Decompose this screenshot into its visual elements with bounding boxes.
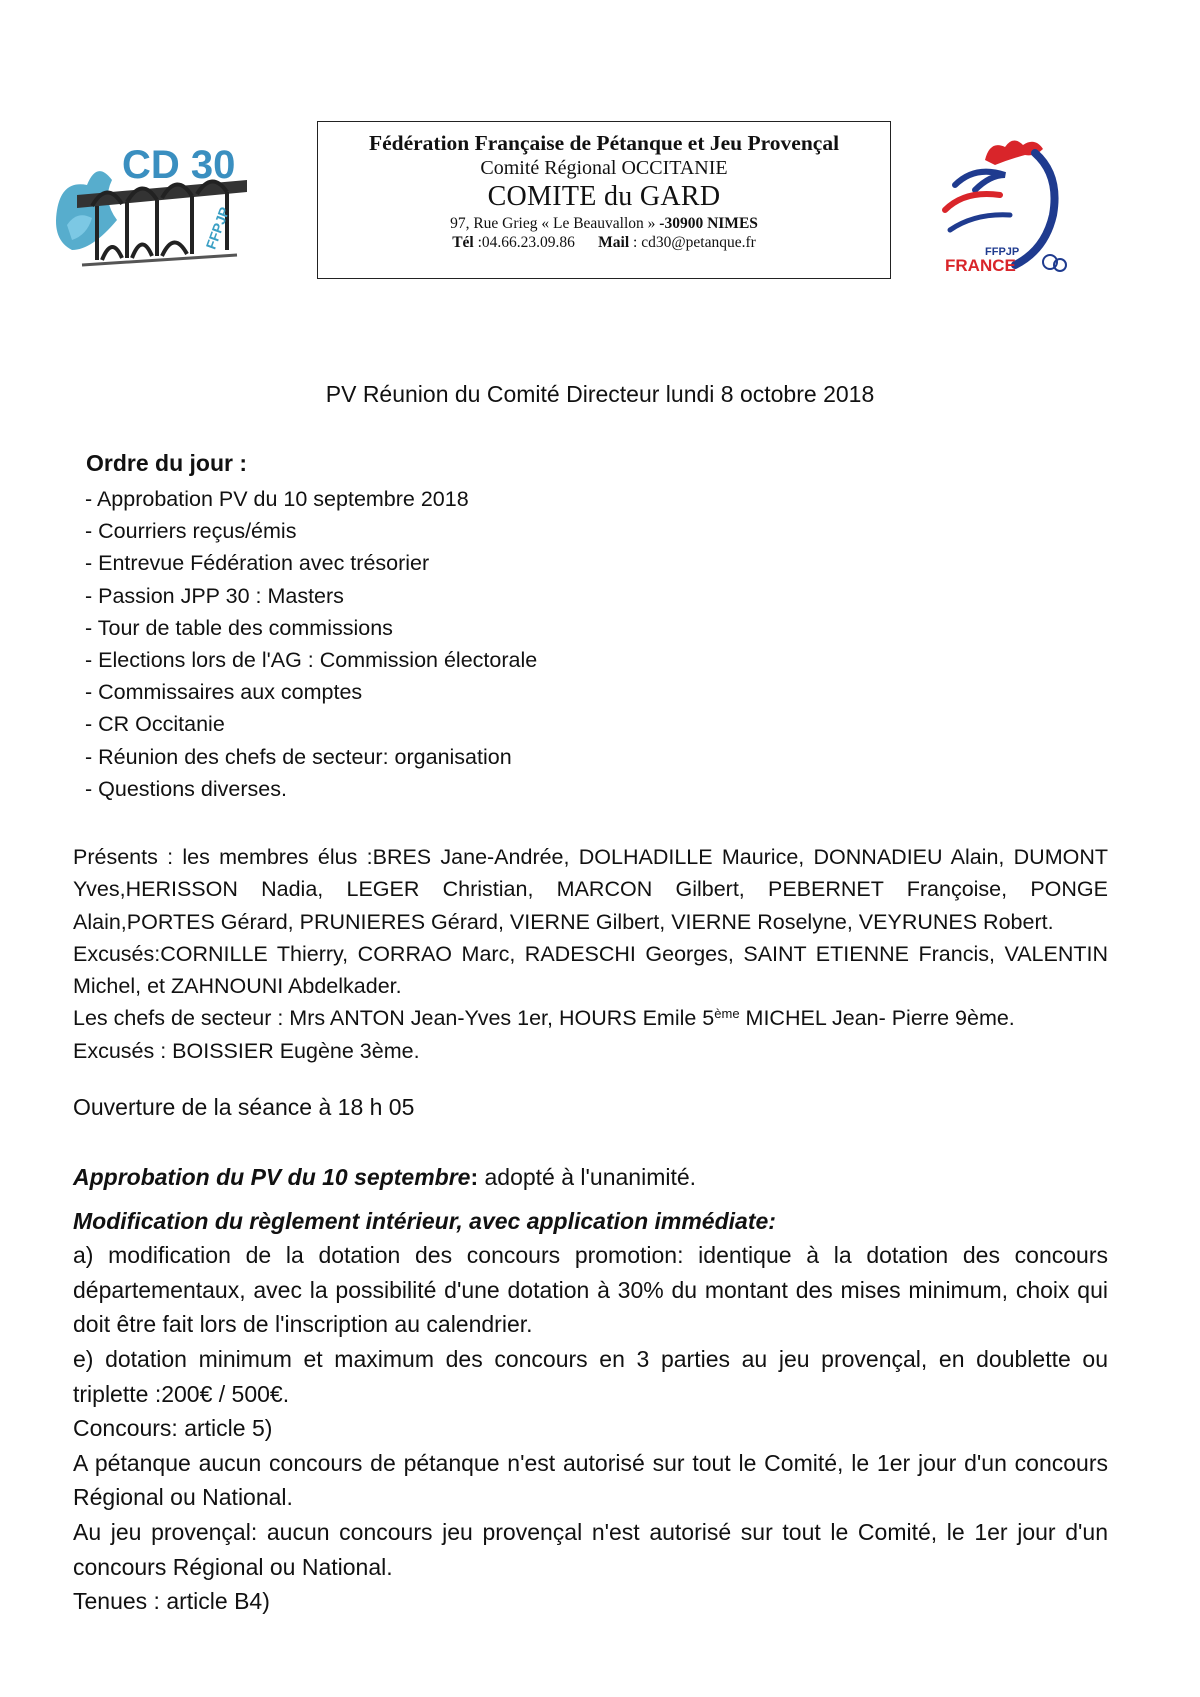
attendance-section [73,841,1108,1067]
agenda-item: - Entrevue Fédération avec trésorier [85,551,430,576]
jeu-provencal-paragraph: Au jeu provençal: aucun concours jeu provençal n'est autorisé sur tout le Comité, le 1er jour d'un concours Régional ou National. [73,1518,1108,1580]
committee-name: COMITE du GARD [487,181,721,212]
address-street: 97, Rue Grieg « Le Beauvallon » [450,215,660,232]
tel-value: :04.66.23.09.86 [477,234,575,251]
chefs-secteur-text-end: MICHEL Jean- Pierre 9ème. [739,1006,1015,1031]
ffpjp-france-logo [935,135,1075,280]
approbation-colon: : [470,1164,479,1190]
address-city: -30900 NIMES [659,215,758,232]
cd30-logo [52,140,262,280]
address-line [318,215,890,233]
reglement-paragraph-e: e) dotation minimum et maximum des concours en 3 parties au jeu provençal, en doublette ou triplette :200€ / 500€. [73,1345,1108,1407]
document-title: PV Réunion du Comité Directeur lundi 8 octobre 2018 [325,381,875,407]
cd30-logo-graphic [52,140,262,280]
mail-label: Mail [598,234,630,251]
tenues-article-label: Tenues : article B4) [73,1588,270,1615]
agenda-item: - CR Occitanie [85,712,225,737]
agenda-heading: Ordre du jour : [86,450,247,476]
federation-name: Fédération Française de Pétanque et Jeu Provençal [368,131,840,155]
mail-value: : cd30@petanque.fr [629,234,756,251]
approbation-line [73,1160,1108,1195]
concours-article-label: Concours: article 5) [73,1415,273,1442]
session-opening: Ouverture de la séance à 18 h 05 [73,1094,415,1120]
tel-label: Tél [452,234,478,251]
letterhead-box [317,121,891,279]
agenda-item: - Approbation PV du 10 septembre 2018 [85,487,469,511]
chefs-secteur-superscript: ème [714,1006,740,1022]
agenda-item: - Commissaires aux comptes [85,680,363,705]
rooster-logo-ffpjp: FFPJP [985,246,1020,258]
agenda-item: - Courriers reçus/émis [85,519,297,544]
agenda-item: - Elections lors de l'AG : Commission électorale [85,648,538,673]
decisions-section [73,1160,1108,1619]
excuses-paragraph: Excusés:CORNILLE Thierry, CORRAO Marc, RADESCHI Georges, SAINT ETIENNE Francis, VALENTIN Michel, et ZAHNOUNI Abdelkader. [73,941,1108,999]
chefs-excuses-paragraph: Excusés : BOISSIER Eugène 3ème. [73,1038,420,1063]
contact-line [318,234,890,252]
regional-committee: Comité Régional OCCITANIE [480,157,728,179]
chefs-secteur-text: Les chefs de secteur : Mrs ANTON Jean-Yves 1er, HOURS Emile 5 [73,1006,715,1031]
agenda-item: - Tour de table des commissions [85,615,393,640]
reglement-heading: Modification du règlement intérieur, avec application immédiate: [73,1207,776,1234]
agenda-item: - Passion JPP 30 : Masters [85,583,344,608]
cd30-logo-subtext: FFPJP [202,204,233,252]
chefs-secteur-paragraph [73,1002,1108,1034]
agenda-item: - Réunion des chefs de secteur: organisation [85,744,512,769]
rooster-logo-france: FRANCE [945,256,1016,275]
approbation-label: Approbation du PV du 10 septembre [73,1164,471,1190]
agenda-item: - Questions diverses. [85,776,287,801]
petanque-paragraph: A pétanque aucun concours de pétanque n'est autorisé sur tout le Comité, le 1er jour d'un concours Régional ou National. [73,1449,1108,1511]
cd30-logo-text: CD 30 [122,143,236,187]
agenda-list [85,483,537,805]
reglement-paragraph-a: a) modification de la dotation des concours promotion: identique à la dotation des concours départementaux, avec la possibilité d'une dotation à 30% du montant des mises minimum, choix qui doit être fait lors de l'inscription au calendrier. [73,1242,1108,1338]
presents-paragraph: Présents : les membres élus :BRES Jane-Andrée, DOLHADILLE Maurice, DONNADIEU Alain, DUMONT Yves,HERISSON Nadia, LEGER Christian, MARCON Gilbert, PEBERNET Françoise, PONGE Alain,PORTES Gérard, PRUNIERES Gérard, VIERNE Gilbert, VIERNE Roselyne, VEYRUNES Robert. [73,845,1108,934]
rooster-logo-graphic [935,135,1075,280]
approbation-text: adopté à l'unanimité. [478,1164,697,1190]
